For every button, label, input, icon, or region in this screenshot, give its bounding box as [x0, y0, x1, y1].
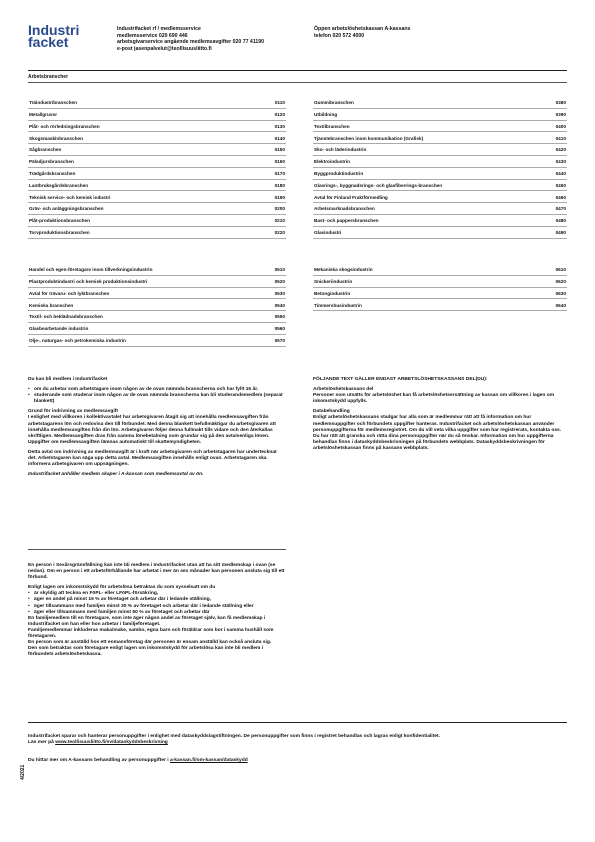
list-item: • är skyldig att teckna en FöPL- eller LFöPL-försäkring,: [28, 591, 286, 597]
entrepreneur-bullets: [28, 591, 286, 615]
branch-code: 0400: [555, 123, 566, 129]
branch-code: 0150: [274, 147, 285, 153]
header-email: e-post jasenpalvelut@teollisuusliitto.fi: [117, 45, 212, 52]
subheading: Arbetslöshetskassans del: [313, 387, 374, 393]
branch-row: [28, 97, 286, 109]
akassa-privacy-link[interactable]: a-kassan.fi/om-kassan/dataskydd: [169, 758, 248, 763]
branch-code: 0210: [274, 218, 285, 224]
branch-code: 0140: [274, 135, 285, 141]
branch-name: Skogsmaskinbranschen: [29, 135, 83, 141]
branch-row: [28, 168, 286, 180]
divider: [28, 549, 286, 550]
branch-name: Olje-, naturgas- och petrokemiska industrin: [29, 337, 126, 343]
branch-row: [313, 180, 567, 192]
branch-row: [313, 191, 567, 203]
footer-text: Industrifacket sparar och hanterar personuppgifter i enlighet med dataskyddslagstiftningen. De personuppgifter som finns i registret behandlas och lagras enligt konfidentialitet.: [28, 734, 440, 739]
branch-code: 0530: [274, 290, 285, 296]
branch-name: Snickeriindustrin: [314, 278, 353, 284]
branch-row: [28, 191, 286, 203]
branch-name: Sågbranschen: [29, 147, 62, 153]
branch-row: [313, 276, 567, 288]
branch-name: Textilbranschen: [314, 123, 350, 129]
branch-row: [313, 168, 567, 180]
branch-code: 0440: [555, 170, 566, 176]
branch-code: 0220: [274, 229, 285, 235]
footer-privacy: [28, 734, 567, 746]
header-line: telefon 020 572 4000: [314, 32, 365, 39]
branch-code: 0560: [274, 326, 285, 332]
branch-code: 0390: [555, 111, 566, 117]
paragraph: Den som betraktas som företagare enligt lagen om inkomstskydd för arbetslösa kan inte bli medlem i förbundets arbetslöshetskassa.: [28, 646, 264, 658]
paragraph: Familjemedlemmar inkluderas maka/make, sambo, egna barn och föräldrar som bor i samma hushåll som företagaren.: [28, 627, 274, 640]
paragraph: I enlighet med villkoren i kollektivavtalet har arbetsgivaren åtagit sig att innehålla medlemsavgiften från arbetstagarens lön och redovisa den till förbundet. Med denna blankett befullmäktigar du arbetsgivaren att innehålla medlemsavgiften från din lön. Arbetsgivaren följer denna fullmakt tills vidare och den återkallas skriftligen. Medlemsavgiften dras från samma lönebetalning som grundar sig på den avtalsenliga lönen. Uppgifter om medlemsavgiften lämnas automatiskt till skattemyndigheten.: [28, 415, 276, 445]
branch-code: 0460: [555, 194, 566, 200]
branch-name: Teknisk service- och kemisk industri: [29, 194, 111, 200]
branch-name: Betongindustrin: [314, 290, 351, 296]
branch-code: 0490: [555, 229, 566, 235]
branch-name: Trädgårdsbranschen: [29, 170, 76, 176]
list-item: • äger tillsammans med familjen minst 30 % av företaget och arbetar där i ledande ställning eller: [28, 604, 286, 610]
divider: [28, 70, 567, 71]
logo-line-2: facket: [28, 34, 69, 50]
branch-name: Plastproduktindustri och kemisk produktionsindustri: [29, 278, 148, 284]
subheading: Databehandling: [313, 409, 350, 415]
branch-code: 0200: [274, 206, 285, 212]
header-line: medlemsservice 020 690 446: [117, 32, 188, 39]
branch-row: [28, 203, 286, 215]
branch-name: Gummibranschen: [314, 100, 354, 106]
list-item: • äger eller tillsammans med familjen minst 50 % av företaget och arbetar där: [28, 610, 286, 616]
branch-name: Pälsdjursbranschen: [29, 159, 74, 165]
divider: [28, 722, 567, 723]
header-line: Öppen arbetslöshetskassan A-kassans: [314, 26, 411, 32]
branch-name: Avtal för trävaru- och lyktbranschen: [29, 290, 110, 296]
branch-code: 0180: [274, 182, 285, 188]
branch-code: 0620: [555, 278, 566, 284]
branch-code: 0520: [274, 278, 285, 284]
branch-name: Glasindustri: [314, 229, 342, 235]
section-heading: FÖLJANDE TEXT GÄLLER ENDAST ARBETSLÖSHETSKASSANS DEL(DU):: [313, 377, 488, 382]
branch-code: 0380: [555, 100, 566, 106]
branch-name: Lantbruksgårdsbranschen: [29, 182, 89, 188]
header-line: arbetsgivarservice angående medlemsavgifter 020 77 41190: [117, 39, 265, 46]
list-item: • äger en andel på minst 15 % av företaget och arbetar där i ledande ställning,: [28, 597, 286, 603]
branch-name: Gräv- och anläggningsbranschen: [29, 206, 104, 212]
branch-row: [313, 264, 567, 276]
branch-row: [28, 288, 286, 300]
branch-row: [313, 203, 567, 215]
branch-name: Plåt- och rörledningsbranschen: [29, 123, 100, 129]
list-item: • om du arbetar som arbetstagare inom någon av de ovan nämnda branscherna och har fyllt 15 år.: [28, 387, 286, 393]
branch-name: Tjänstebranschen inom kommunikation (Grafisk): [314, 135, 424, 141]
form-version: 4/2021: [20, 764, 26, 780]
branch-row: [28, 335, 286, 347]
branch-name: Glasrings-, byggnadsrings- och glasfiberrings-branschen: [314, 182, 443, 188]
branch-row: [313, 132, 567, 144]
branch-code: 0510: [274, 267, 285, 273]
branch-code: 0470: [555, 206, 566, 212]
branch-name: Byggproduktindustrin: [314, 170, 364, 176]
section-heading: Enligt lagen om inkomstskydd för arbetslösa betraktas du som sysselsatt om du: [28, 585, 216, 591]
branch-row: [28, 323, 286, 335]
branch-name: Mekaniska skogsindustrin: [314, 267, 373, 273]
branch-code: 0410: [555, 135, 566, 141]
branch-code: 0190: [274, 194, 285, 200]
branch-code: 0640: [555, 302, 566, 308]
branch-row: [28, 180, 286, 192]
section-label: Arbetsbranscher: [28, 74, 69, 80]
branch-code: 0550: [274, 314, 285, 320]
branch-name: Träindustribranschen: [29, 100, 77, 106]
branch-row: [28, 109, 286, 121]
branch-code: 0610: [555, 267, 566, 273]
branch-name: Glasbearbetande industrin: [29, 326, 89, 332]
paragraph: Enligt arbetslöshetskassans stadgar har alla som är medlemmar rätt att få information om hur medlemsuppgifter och förbundets uppgifter hanteras. Industrifacket och arbetslöshetskassan använder personuppgifterna för medlemsregistret. Om du vill veta vilka uppgifter som har registrerats, kontakta oss. Du har rätt att granska och rätta dina personuppgifter när du så önskar. Information om hur uppgifterna behandlas finns i dataskyddsbeskrivningen på förbundets webbplats. Dataskyddsbeskrivningen för arbetslöshetskassan finns på kassans webbplats.: [313, 415, 562, 451]
paragraph: Detta avtal om indrivning av medlemsavgift är i kraft när arbetsgivaren och arbetstagaren har undertecknat det. Arbetstagaren kan säga upp detta avtal. Medlemsavgiften innehålls enligt ovan. Arbetstagaren ska informera arbetsgivaren om uppsägningen.: [28, 449, 277, 468]
branch-row: [28, 264, 286, 276]
branch-row: [313, 144, 567, 156]
branch-row: [28, 132, 286, 144]
branch-name: Kemiska branschen: [29, 302, 74, 308]
branch-name: Avtal för Finland Fraktförmedling: [314, 194, 388, 200]
branch-code: 0540: [274, 302, 285, 308]
logo-line-1: Industri: [28, 22, 80, 38]
branch-name: Torvproduktionsbranschen: [29, 229, 90, 235]
paragraph: En person i Sexårsgränsfällning kan inte bli medlem i Industrifacket utan att ha sitt medlemskap i ovan (se nedan). Om en person i ett arbetsförhållande har arbetat i mer än sex månader kan personen ansluta sig till ett förbund.: [28, 563, 285, 581]
section-heading: Grund för indrivning av medlemsavgift: [28, 409, 118, 415]
membership-bullets: [28, 387, 286, 405]
branch-row: [313, 288, 567, 300]
branch-code: 0130: [274, 123, 285, 129]
branch-row: [313, 97, 567, 109]
akassa-info: [313, 377, 567, 456]
branch-row: [28, 311, 286, 323]
branch-name: Plåt-produktionsbranschen: [29, 218, 90, 224]
entrepreneur-info: [28, 563, 286, 658]
branch-row: [28, 156, 286, 168]
note: Industrifacket anhåller medlem skaper i A-kassan som medlemsavtal av ön.: [28, 472, 204, 478]
branch-code: 0570: [274, 337, 285, 343]
branch-name: Textil- och beklädnadsbranschen: [29, 314, 103, 320]
branch-code: 0450: [555, 182, 566, 188]
paragraph: En person som är anställd hos ett enmansföretag där personen är ensam anställd kan också ansluta sig.: [28, 640, 272, 646]
membership-info: [28, 377, 286, 482]
branch-row: [313, 299, 567, 311]
branch-code-list-left: [28, 97, 286, 239]
branch-row: [313, 215, 567, 227]
list-item: • studerande som studerar inom någon av de ovan nämnda branscherna kan bli studerandemedlem (separat blankett): [28, 393, 286, 405]
branch-code: 0630: [555, 290, 566, 296]
branch-row: [313, 156, 567, 168]
branch-name: Sko- och läderindustrin: [314, 147, 367, 153]
branch-code-list-right: [313, 97, 567, 239]
branch-code: 0430: [555, 159, 566, 165]
branch-code: 0170: [274, 170, 285, 176]
branch-row: [28, 299, 286, 311]
branch-code: 0160: [274, 159, 285, 165]
branch-code: 0480: [555, 218, 566, 224]
branch-row: [28, 227, 286, 239]
privacy-link[interactable]: www.teollisuusliitto.fi/sv/dataskyddsbeskrivning: [55, 740, 168, 746]
header-contact-info: [117, 26, 307, 52]
branch-code-list-left-2: [28, 264, 286, 347]
branch-row: [313, 227, 567, 239]
footer-akassa: [28, 758, 567, 764]
paragraph: En familjemedlem till en företagare, som inte äger någon andel av företaget själv, kan få medlemskap i Industrifacket om han eller hon arbetar i familjeföretaget.: [28, 615, 266, 627]
branch-name: Timmershusindustrin: [314, 302, 362, 308]
branch-row: [313, 121, 567, 133]
branch-name: Elektroindustrin: [314, 159, 350, 165]
branch-name: Arbetsmarknadsbranschen: [314, 206, 375, 212]
header-akassa-info: [314, 26, 534, 39]
branch-row: [28, 144, 286, 156]
branch-code-list-right-2: [313, 264, 567, 311]
branch-row: [313, 109, 567, 121]
branch-row: [28, 215, 286, 227]
branch-row: [28, 121, 286, 133]
footer-text: Du hittar mer om A-kassans behandling av personuppgifter i: [28, 758, 170, 763]
branch-code: 0420: [555, 147, 566, 153]
branch-name: Bast- och pappersbranschen: [314, 218, 379, 224]
membership-intro: Du kan bli medlem i Industrifacket: [28, 377, 108, 382]
divider: [28, 82, 567, 83]
industrifacket-logo: [28, 24, 90, 48]
header-line: Industrifacket rf / medlemsservice: [117, 26, 201, 32]
branch-code: 0120: [274, 111, 285, 117]
footer-text: Läs mer på: [28, 740, 56, 746]
branch-name: Handel och egen-företagare inom tillverkningsindustrin: [29, 267, 153, 273]
branch-name: Metallgruvor: [29, 111, 58, 117]
branch-name: Utbildning: [314, 111, 338, 117]
branch-code: 0110: [274, 100, 285, 106]
branch-row: [28, 276, 286, 288]
paragraph: Personer som utsätts för arbetslöshet kan få arbetslöshetsersättning av kassan om villkoren i lagen om inkomstskydd uppfylls.: [313, 393, 555, 405]
